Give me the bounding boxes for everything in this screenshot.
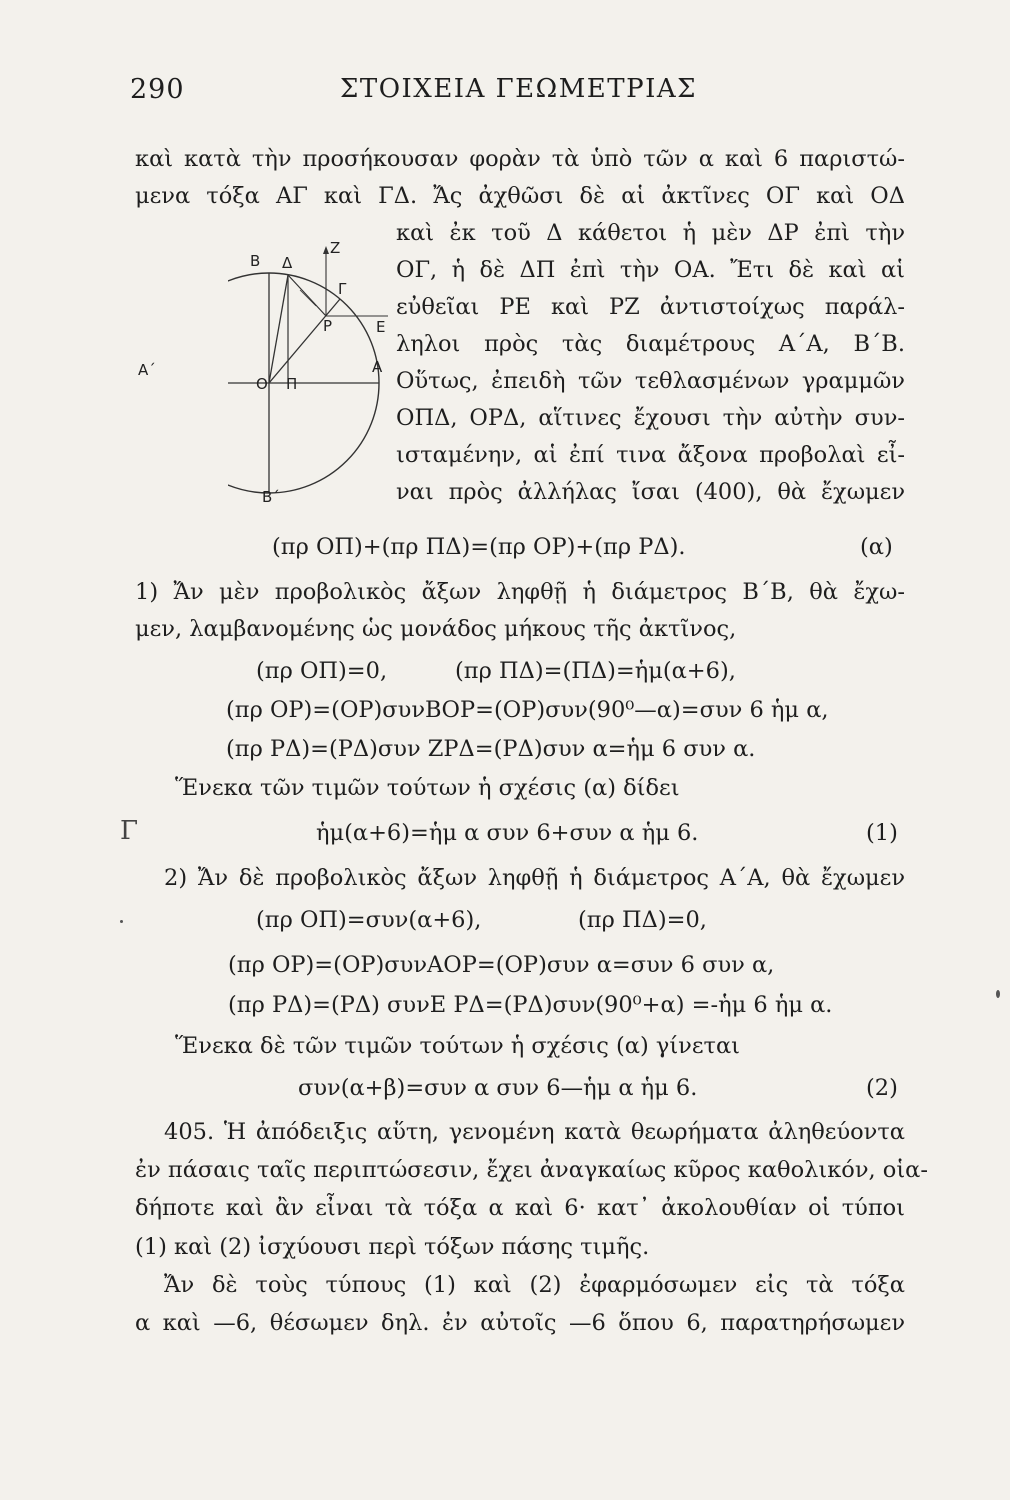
text-line: δήποτε καὶ ἂν εἶναι τὰ τόξα α καὶ 6· κατ᾽ ἀκολουθίαν οἱ τύποι	[135, 1195, 905, 1221]
equation-alpha-tag: (α)	[860, 534, 893, 560]
label-a-prime: Α΄	[138, 361, 156, 379]
radius-od	[269, 275, 288, 383]
text-line: ναι πρὸς ἀλλήλας ἴσαι (400), θὰ ἔχωμεν	[396, 479, 905, 505]
text-line: (1) καὶ (2) ἰσχύουσι περὶ τόξων πάσης τιμῆς.	[135, 1234, 650, 1260]
equation-line: (πρ ΡΔ)=(ΡΔ) συνΕ ΡΔ=(ΡΔ)συν(90⁰+α) =-ἡμ 6 ἡμ α.	[228, 992, 833, 1018]
text-line: Ἕνεκα δὲ τῶν τιμῶν τούτων ἡ σχέσις (α) γίνεται	[175, 1033, 740, 1059]
label-a: Α	[372, 358, 383, 376]
running-title: ΣΤΟΙΧΕΙΑ ΓΕΩΜΕΤΡΙΑΣ	[340, 74, 698, 104]
perpendicular-dr	[288, 275, 326, 316]
equation-alpha: (πρ ΟΠ)+(πρ ΠΔ)=(πρ ΟΡ)+(πρ ΡΔ).	[272, 534, 686, 560]
label-o: Ο	[256, 375, 268, 393]
arrow-z	[323, 246, 329, 254]
label-z: Ζ	[330, 239, 341, 257]
label-b-prime: Β΄	[262, 488, 280, 506]
equation-line: (πρ ΟΡ)=(ΟΡ)συνΑΟΡ=(ΟΡ)συν α=συν 6 συν α,	[228, 952, 775, 978]
label-g: Γ	[338, 280, 347, 298]
label-pi: Π	[286, 375, 298, 393]
formula-cosine-sum: συν(α+β)=συν α συν 6—ἡμ α ἡμ 6.	[298, 1075, 698, 1101]
scan-speck	[996, 990, 1000, 998]
radius-og	[269, 299, 340, 383]
text-line: ΟΓ, ἡ δὲ ΔΠ ἐπὶ τὴν ΟΑ. Ἔτι δὲ καὶ αἱ	[396, 257, 905, 283]
hatch-line	[300, 290, 316, 306]
text-line: ΟΠΔ, ΟΡΔ, αἵτινες ἔχουσι τὴν αὐτὴν συν-	[396, 405, 905, 431]
label-d: Δ	[282, 254, 293, 272]
equation-line: (πρ ΠΔ)=0,	[578, 907, 707, 933]
text-line: Ἕνεκα τῶν τιμῶν τούτων ἡ σχέσις (α) δίδει	[175, 775, 680, 801]
scan-speck	[120, 920, 123, 923]
text-line: ληλοι πρὸς τὰς διαμέτρους Α΄Α, Β΄Β.	[396, 331, 905, 357]
page-number: 290	[130, 74, 185, 105]
text-line: εὐθεῖαι ΡΕ καὶ ΡΖ ἀντιστοίχως παράλ-	[396, 294, 905, 320]
text-line: καὶ ἐκ τοῦ Δ κάθετοι ἡ μὲν ΔΡ ἐπὶ τὴν	[396, 220, 905, 246]
equation-line: (πρ ΟΠ)=συν(α+6),	[256, 907, 482, 933]
text-line: 405. Ἡ ἀπόδειξις αὕτη, γενομένη κατὰ θεωρήματα ἀληθεύοντα	[164, 1119, 905, 1145]
text-line: ισταμένην, αἱ ἐπί τινα ἄξονα προβολαὶ εἶ-	[396, 442, 905, 468]
text-line: καὶ κατὰ τὴν προσήκουσαν φορὰν τὰ ὑπὸ τῶν α καὶ 6 παριστώ-	[135, 146, 905, 172]
label-e: Ε	[376, 318, 386, 336]
margin-pencil-mark: Γ	[120, 816, 139, 846]
text-line: μενα τόξα ΑΓ καὶ ΓΔ. Ἄς ἀχθῶσι δὲ αἱ ἀκτῖνες ΟΓ καὶ ΟΔ	[135, 183, 905, 209]
text-line: μεν, λαμβανομένης ὡς μονάδος μήκους τῆς ἀκτῖνος,	[135, 616, 737, 642]
formula-1-tag: (1)	[866, 820, 898, 846]
label-b: Β	[250, 252, 261, 270]
equation-line: (πρ ΠΔ)=(ΠΔ)=ἡμ(α+6),	[455, 658, 736, 684]
equation-line: (πρ ΟΠ)=0,	[256, 658, 388, 684]
text-line: 2) Ἄν δὲ προβολικὸς ἄξων ληφθῇ ἡ διάμετρος Α΄Α, θὰ ἔχωμεν	[164, 865, 905, 891]
text-line: α καὶ —6, θέσωμεν δηλ. ἐν αὐτοῖς —6 ὅπου 6, παρατηρήσωμεν	[135, 1310, 905, 1336]
formula-sine-sum: ἡμ(α+6)=ἡμ α συν 6+συν α ἡμ 6.	[316, 820, 699, 846]
text-line: Ἄν δὲ τοὺς τύπους (1) καὶ (2) ἐφαρμόσωμεν εἰς τὰ τόξα	[164, 1272, 905, 1298]
text-line: ἐν πάσαις ταῖς περιπτώσεσιν, ἔχει ἀναγκαίως κῦρος καθολικόν, οἱα-	[135, 1157, 928, 1183]
text-line: Οὕτως, ἐπειδὴ τῶν τεθλασμένων γραμμῶν	[396, 368, 905, 394]
circle-projection-figure	[228, 228, 414, 510]
equation-line: (πρ ΟΡ)=(ΟΡ)συνΒΟΡ=(ΟΡ)συν(90⁰—α)=συν 6 ἡμ α,	[226, 697, 829, 723]
formula-2-tag: (2)	[866, 1075, 898, 1101]
equation-line: (πρ ΡΔ)=(ΡΔ)συν ΖΡΔ=(ΡΔ)συν α=ἡμ 6 συν α.	[226, 736, 756, 762]
text-line: 1) Ἄν μὲν προβολικὸς ἄξων ληφθῇ ἡ διάμετρος Β΄Β, θὰ ἔχω-	[135, 579, 905, 605]
label-p: Ρ	[323, 317, 333, 335]
